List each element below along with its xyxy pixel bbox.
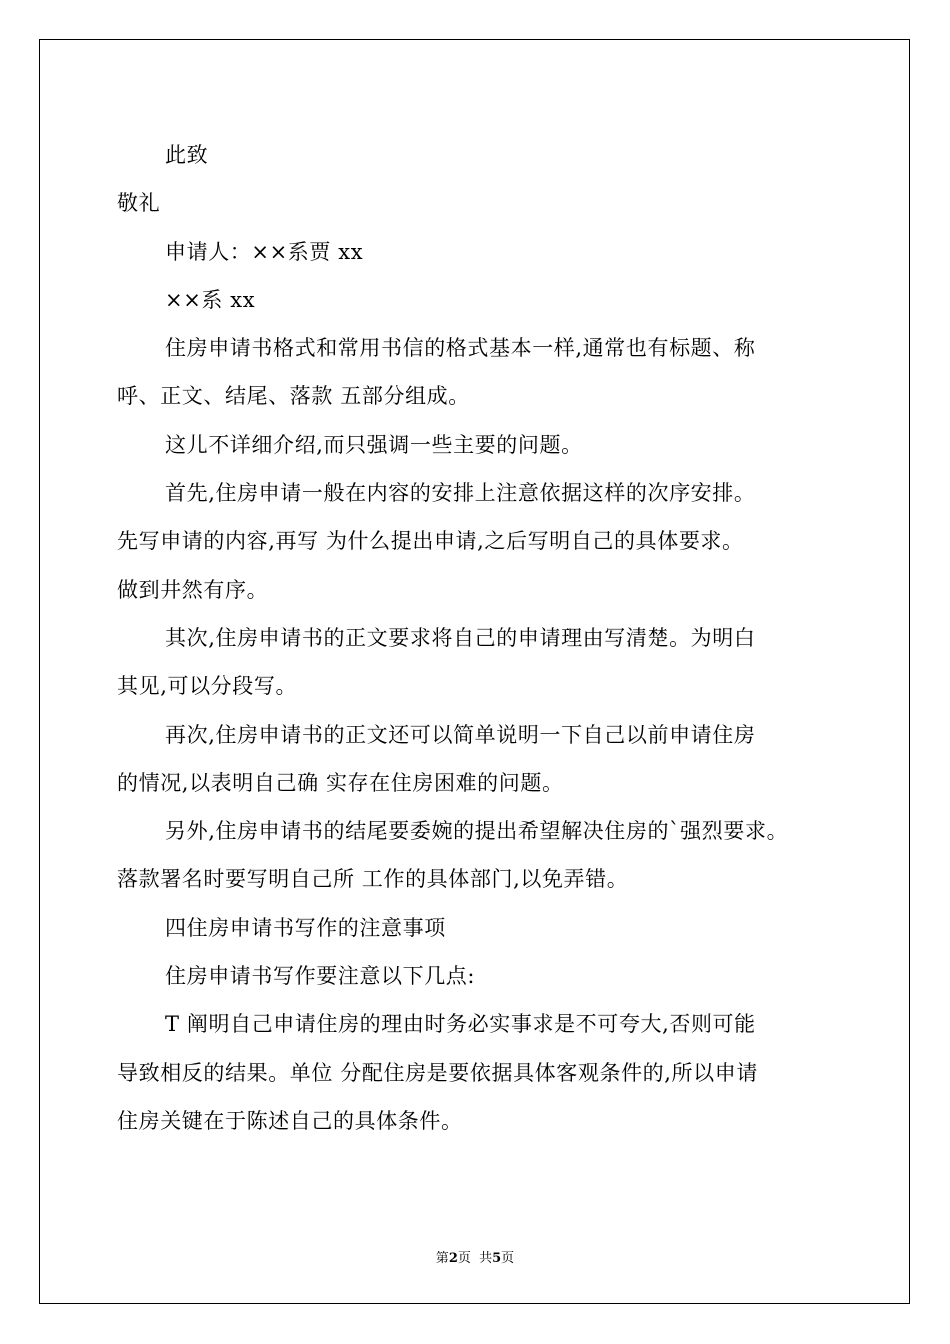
text-line: 这儿不详细介绍,而只强调一些主要的问题。 (165, 432, 583, 457)
text-line: 落款署名时要写明自己所 工作的具体部门,以免弄错。 (117, 867, 629, 892)
text-line: 呼、正文、结尾、落款 五部分组成。 (117, 384, 470, 409)
text-line: 先写申请的内容,再写 为什么提出申请,之后写明自己的具体要求。 (117, 529, 744, 554)
text-line: ××系 xx (165, 287, 256, 312)
page-suffix: 页 (501, 1251, 515, 1266)
text-line: 做到井然有序。 (117, 577, 269, 602)
text-line: 其次,住房申请书的正文要求将自己的申请理由写清楚。为明白 (165, 625, 756, 650)
text-line: 此致 (165, 143, 209, 167)
text-line: 再次,住房申请书的正文还可以简单说明一下自己以前申请住房 (165, 722, 756, 747)
text-line: 四住房申请书写作的注意事项 (165, 915, 446, 940)
text-line: 的情况,以表明自己确 实存在住房困难的问题。 (117, 770, 564, 795)
text-line: 申请人：××系贾 xx (165, 239, 364, 264)
text-line: T 阐明自己申请住房的理由时务必实事求是不可夸大,否则可能 (165, 1012, 756, 1037)
text-line: 首先,住房申请一般在内容的安排上注意依据这样的次序安排。 (165, 481, 756, 506)
text-line: 住房关键在于陈述自己的具体条件。 (117, 1108, 463, 1133)
page-current: 2 (448, 1251, 458, 1266)
page-mid: 页 共 (457, 1251, 493, 1266)
text-line: 住房申请书格式和常用书信的格式基本一样,通常也有标题、称 (165, 336, 756, 361)
page-prefix: 第 (435, 1251, 449, 1266)
text-line: 其见,可以分段写。 (117, 674, 298, 699)
document-body (117, 131, 837, 1145)
text-line: 敬礼 (117, 191, 161, 216)
text-line: 住房申请书写作要注意以下几点: (165, 964, 476, 989)
text-line: 导致相反的结果。单位 分配住房是要依据具体客观条件的,所以申请 (117, 1060, 758, 1085)
page-total: 5 (492, 1251, 502, 1266)
page-number-footer (0, 1247, 950, 1266)
text-line: 另外,住房申请书的结尾要委婉的提出希望解决住房的`强烈要求。 (165, 819, 789, 844)
